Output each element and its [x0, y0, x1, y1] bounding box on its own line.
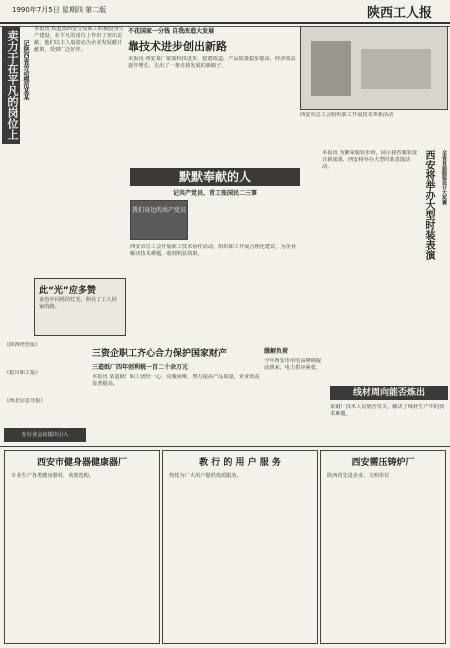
mid-headline: 三资企职工齐心合力保护国家财产	[92, 349, 228, 359]
feature-headline: 默默奉献的人	[130, 168, 300, 186]
col2-body: 本报讯 西安某厂依靠科技进步，挖潜改造，产品质量稳步提高，经济效益逐年增长，走出了一条自我发展的新路子。	[128, 56, 296, 69]
mid-body: 本报讯 某造纸厂职工团结一心，克服困难，努力提高产品质量，企业效益显著提高。	[92, 374, 260, 387]
ad3-body: 陕西省先进企业、文明单位	[327, 473, 390, 479]
col1-body: 本报讯 铁道部西安分局职工积极投身生产建设，在平凡的岗位上作出了突出贡献。他们以主人翁姿态为企业发展献计献策，受到广泛好评。	[34, 26, 124, 53]
ad2-body: 热忱为广大用户提供优质服务。	[169, 473, 242, 479]
mid-subhead: 三造纸厂四年创利税一百二十余万元	[92, 364, 189, 371]
right2-body: 某钢厂技术人员刻苦攻关，解决了线材生产中的技术难题。	[330, 404, 445, 417]
ad1-title: 西安市健身器健康器厂	[36, 458, 127, 468]
poem-box	[34, 278, 126, 336]
col1-subhead: 记陕西省劳动模范某某	[22, 40, 29, 100]
side-item-2: 《银川职工报》	[4, 370, 41, 376]
ad1-body: 专业生产各类健身器材，欢迎选购。	[11, 473, 95, 479]
ad-block-3	[320, 450, 446, 644]
photo-caption: 西安市总工会组织职工开展技术革新活动	[300, 112, 394, 118]
photo-machine	[361, 49, 431, 89]
party-badge-label: 我们身边的共产党员	[131, 207, 186, 214]
poem-headline: 此“光”应多赞	[39, 286, 96, 296]
feature-kicker: 记共产党员、青工张国民二三事	[172, 190, 257, 197]
masthead: 陕西工人报	[366, 6, 432, 21]
col4-body: 本报讯 为繁荣服装市场，展示我省服装设计新成果，西安将举办大型时装表演活动。	[322, 150, 418, 170]
issue-date: 1990年7月5日 星期四 第二版	[12, 6, 107, 14]
side-item-1: 《陕西经营报》	[4, 342, 41, 348]
col1-headline: 卖力干在平凡的岗位上	[2, 26, 20, 144]
col2-kicker: 不花国家一分钱 自我改造大发展	[128, 28, 215, 35]
page-header	[0, 0, 450, 24]
right2-headline: 线材周向能否炼出	[330, 386, 448, 400]
ad3-title: 西安需压铸炉厂	[351, 458, 415, 468]
feature-body: 西安市总工会开展职工技术协作活动，组织职工开展合理化建议，为企业解决技术难题，收到明显效果。	[130, 244, 297, 257]
side-item-3: 《西北信息导报》	[4, 398, 46, 404]
side-box: 在行业会议提出引人	[4, 428, 86, 442]
ad2-title: 教 行 的 用 户 服 务	[199, 458, 281, 468]
col4-kicker: 全省首届服装设计大奖赛	[441, 150, 447, 205]
ad-block-1	[4, 450, 160, 644]
poem-body: 夜色中闪烁的灯光，照亮了工人回家的路。	[39, 297, 117, 310]
photo-figure	[311, 41, 351, 96]
ad-divider	[0, 446, 450, 447]
mid2-body: 今年西安市用电高峰期提前到来，电力供应紧张。	[264, 358, 322, 371]
col2-headline: 靠技术进步创出新路	[128, 40, 227, 53]
mid2-headline: 缓解负荷	[264, 348, 289, 355]
news-photo	[300, 26, 448, 110]
ad-block-2	[162, 450, 318, 644]
party-badge	[130, 200, 188, 240]
col4-headline: 西安将举办大型时装表演	[423, 150, 434, 260]
